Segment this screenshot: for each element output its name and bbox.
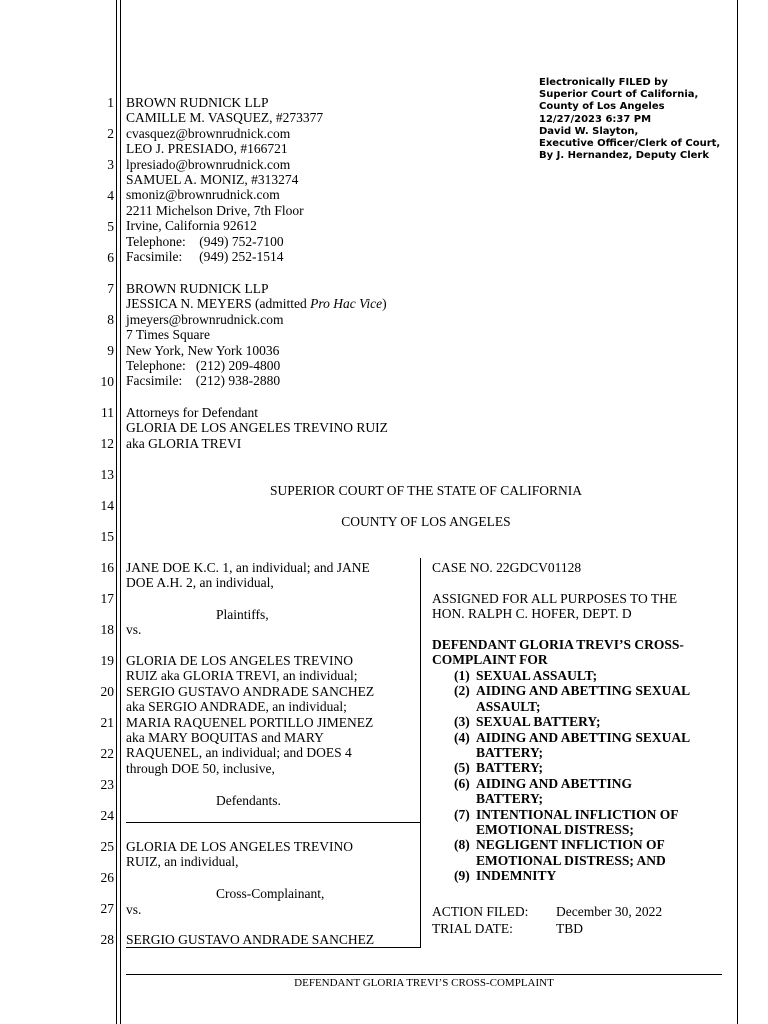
counsel-line: New York, New York 10036	[126, 342, 280, 358]
counsel-block-new-york	[126, 281, 387, 389]
line-number: 2	[107, 126, 114, 141]
counsel-line: 7 Times Square	[126, 327, 211, 343]
counsel-attorney	[126, 296, 387, 311]
assigned-line: HON. RALPH C. HOFER, DEPT. D	[432, 606, 632, 622]
plaintiffs-label: Plaintiffs,	[216, 607, 269, 622]
line-number: 25	[100, 839, 114, 854]
caption-cross-complainant	[126, 839, 353, 870]
cause-text: INTENTIONAL INFLICTION OF	[476, 806, 679, 822]
defendant-line: MARIA RAQUENEL PORTILLO JIMENEZ	[126, 714, 374, 730]
stamp-line: By J. Hernandez, Deputy Clerk	[539, 150, 710, 162]
cause-of-action	[432, 837, 690, 868]
cause-text: INDEMNITY	[476, 868, 557, 884]
counsel-line: CAMILLE M. VASQUEZ, #273377	[126, 110, 324, 126]
attorneys-for	[126, 405, 388, 451]
defendant-line: aka MARY BOQUITAS and MARY	[126, 730, 324, 746]
cause-number: (3)	[454, 714, 470, 730]
line-number: 28	[100, 932, 114, 947]
cause-text: EMOTIONAL DISTRESS;	[476, 822, 634, 838]
cause-text: BATTERY;	[476, 760, 544, 776]
caption-bottom-rule	[126, 947, 420, 948]
counsel-line: 2211 Michelson Drive, 7th Floor	[126, 202, 304, 218]
cause-number: (6)	[454, 775, 470, 791]
assigned-line: ASSIGNED FOR ALL PURPOSES TO THE	[432, 591, 678, 606]
counsel-line: Telephone: (212) 209-4800	[126, 358, 281, 374]
line-number: 3	[107, 157, 114, 172]
counsel-line: Facsimile: (212) 938-2880	[126, 373, 281, 389]
cause-of-action	[432, 683, 690, 714]
cause-text: ASSAULT;	[476, 698, 541, 714]
caption-column-rule	[420, 558, 421, 948]
stamp-line: County of Los Angeles	[539, 101, 665, 113]
case-number: CASE NO. 22GDCV01128	[432, 560, 582, 575]
defendant-line: GLORIA DE LOS ANGELES TREVINO	[126, 653, 353, 668]
line-number: 19	[100, 653, 114, 668]
cause-number: (9)	[454, 868, 470, 884]
causes-of-action	[432, 668, 690, 884]
cause-of-action	[432, 730, 690, 761]
stamp-line: Executive Officer/Clerk of Court,	[539, 138, 721, 150]
defendants-label: Defendants.	[216, 793, 281, 808]
cause-text: AIDING AND ABETTING SEXUAL	[476, 683, 691, 699]
line-number: 12	[100, 436, 114, 451]
court-name: SUPERIOR COURT OF THE STATE OF CALIFORNIA	[270, 483, 582, 498]
action-filed-value: December 30, 2022	[556, 904, 663, 919]
cause-number: (4)	[454, 729, 470, 745]
trial-date-value: TBD	[556, 921, 583, 936]
cause-text: AIDING AND ABETTING	[476, 775, 633, 791]
counsel-line: jmeyers@brownrudnick.com	[126, 311, 284, 327]
line-number: 17	[100, 591, 114, 606]
line-number: 5	[107, 219, 114, 234]
cause-text: NEGLIGENT INFLICTION OF	[476, 837, 665, 853]
margin-rule-left-1	[116, 0, 117, 1024]
cause-number: (7)	[454, 806, 470, 822]
footer-title: DEFENDANT GLORIA TREVI’S CROSS-COMPLAINT	[294, 977, 554, 989]
caption-divider	[126, 822, 420, 823]
document-title	[432, 637, 684, 668]
line-number: 16	[100, 560, 114, 575]
stamp-line: Superior Court of California,	[539, 89, 699, 101]
cause-number: (2)	[454, 683, 470, 699]
footer-rule	[126, 974, 722, 975]
cause-text: SEXUAL BATTERY;	[476, 714, 601, 730]
assigned-judge	[432, 591, 677, 622]
line-number: 14	[100, 498, 114, 513]
pro-hac-vice: Pro Hac Vice	[310, 296, 383, 312]
cause-number: (8)	[454, 837, 470, 853]
plaintiff-line: JANE DOE K.C. 1, an individual; and JANE	[126, 560, 370, 575]
cause-text: BATTERY;	[476, 745, 544, 761]
trial-date-label: TRIAL DATE:	[432, 921, 513, 936]
caption-defendants	[126, 653, 374, 776]
document-title-line: COMPLAINT FOR	[432, 652, 548, 668]
attorneys-for-line: aka GLORIA TREVI	[126, 435, 242, 451]
line-number: 20	[100, 684, 114, 699]
cross-complainant-line: GLORIA DE LOS ANGELES TREVINO	[126, 839, 353, 854]
line-number: 15	[100, 529, 114, 544]
cross-complainant-line: RUIZ, an individual,	[126, 854, 239, 870]
cause-of-action	[432, 868, 690, 883]
line-number: 24	[100, 808, 114, 823]
attorney-name: JESSICA N. MEYERS (admitted	[126, 296, 311, 312]
counsel-line: Facsimile: (949) 252-1514	[126, 249, 284, 265]
cause-text: BATTERY;	[476, 791, 544, 807]
line-number: 11	[101, 405, 114, 420]
counsel-line: Irvine, California 92612	[126, 218, 257, 234]
cause-text: EMOTIONAL DISTRESS; AND	[476, 852, 666, 868]
attorney-close: )	[382, 296, 387, 312]
line-number: 21	[100, 715, 114, 730]
attorneys-for-line: GLORIA DE LOS ANGELES TREVINO RUIZ	[126, 420, 388, 436]
cause-of-action	[432, 714, 690, 729]
counsel-line: cvasquez@brownrudnick.com	[126, 125, 291, 141]
margin-rule-right	[737, 0, 738, 1024]
vs-label-2: vs.	[126, 902, 142, 917]
line-number: 18	[100, 622, 114, 637]
defendant-line: through DOE 50, inclusive,	[126, 760, 275, 776]
line-number: 22	[100, 746, 114, 761]
cause-number: (5)	[454, 760, 470, 776]
stamp-line: David W. Slayton,	[539, 125, 639, 137]
counsel-line: lpresiado@brownrudnick.com	[126, 156, 291, 172]
attorneys-for-line: Attorneys for Defendant	[126, 405, 258, 420]
counsel-line: LEO J. PRESIADO, #166721	[126, 141, 288, 157]
line-number: 8	[107, 312, 114, 327]
cause-text: SEXUAL ASSAULT;	[476, 668, 598, 683]
defendant-line: SERGIO GUSTAVO ANDRADE SANCHEZ	[126, 683, 375, 699]
counsel-line: smoniz@brownrudnick.com	[126, 187, 280, 203]
cause-text: AIDING AND ABETTING SEXUAL	[476, 729, 691, 745]
cause-of-action	[432, 760, 690, 775]
cause-of-action	[432, 807, 690, 838]
counsel-line: BROWN RUDNICK LLP	[126, 95, 269, 110]
line-number: 7	[107, 281, 114, 296]
line-number: 6	[107, 250, 114, 265]
line-number: 1	[107, 95, 114, 110]
cause-of-action	[432, 776, 690, 807]
filing-stamp	[539, 77, 720, 162]
counsel-line: SAMUEL A. MONIZ, #313274	[126, 172, 299, 188]
cause-of-action	[432, 668, 690, 683]
cause-number: (1)	[454, 668, 470, 683]
defendant-line: RUIZ aka GLORIA TREVI, an individual;	[126, 668, 358, 684]
line-number: 26	[100, 870, 114, 885]
court-county: COUNTY OF LOS ANGELES	[341, 514, 511, 529]
defendant-line: RAQUENEL, an individual; and DOES 4	[126, 745, 352, 761]
document-title-line: DEFENDANT GLORIA TREVI’S CROSS-	[432, 637, 684, 652]
line-number: 13	[100, 467, 114, 482]
caption-plaintiffs	[126, 560, 370, 591]
action-filed-label: ACTION FILED:	[432, 904, 529, 919]
counsel-line: Telephone: (949) 752-7100	[126, 233, 284, 249]
margin-rule-left-2	[120, 0, 121, 1024]
line-number: 27	[100, 901, 114, 916]
line-number: 9	[107, 343, 114, 358]
vs-label: vs.	[126, 622, 142, 637]
stamp-line: 12/27/2023 6:37 PM	[539, 113, 652, 125]
counsel-firm: BROWN RUDNICK LLP	[126, 281, 269, 296]
line-number: 23	[100, 777, 114, 792]
cross-defendant: SERGIO GUSTAVO ANDRADE SANCHEZ	[126, 932, 375, 947]
stamp-line: Electronically FILED by	[539, 77, 668, 88]
line-number: 4	[107, 188, 114, 203]
counsel-block-irvine	[126, 95, 323, 264]
defendant-line: aka SERGIO ANDRADE, an individual;	[126, 699, 347, 715]
line-number: 10	[100, 374, 114, 389]
cross-complainant-label: Cross-Complainant,	[216, 886, 325, 901]
plaintiff-line: DOE A.H. 2, an individual,	[126, 575, 274, 591]
